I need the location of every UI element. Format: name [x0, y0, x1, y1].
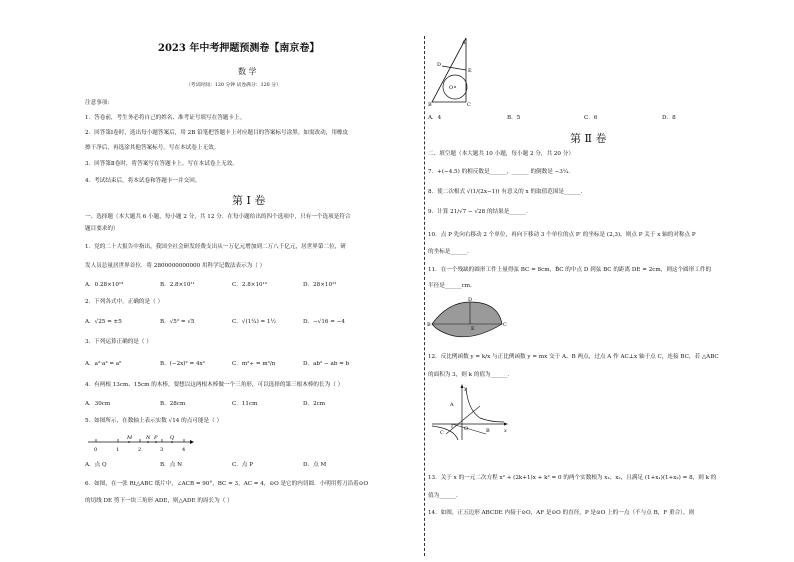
fig-label-x: x — [504, 428, 507, 434]
question-4: 4．有两根 13cm、15cm 的木棒，要想以这两根木棒做一个三角形，可以选择的第三根木棒的长为（ ） — [85, 382, 344, 388]
note-line: 3．回答第Ⅱ卷时，将答案写在答题卡上。写在本试卷上无效。 — [85, 161, 238, 167]
question-5: 5．如图所示，在数轴上表示实数 √14 的点可能是（ ） — [85, 418, 223, 424]
question-12: 12．反比例函数 y = k/x 与正比例函数 y = mx 交于 A、B 两点，过点 A 作 AC⊥x 轴于点 C，连接 BC，若 △ABC — [428, 354, 719, 360]
q2-option-b: B．√5² = √5 — [160, 319, 195, 325]
point-label-m: M — [127, 435, 133, 441]
point-label-n: N — [146, 435, 151, 441]
q4-option-c: C．11cm — [232, 401, 258, 407]
q2-option-c: C．√(1¼) = 1½ — [232, 319, 277, 325]
arc-workpiece-figure — [426, 296, 508, 342]
note-line: 2．回答第Ⅰ卷时，选出每小题答案后，用 2B 铅笔把答题卡上对应题目的答案标号涂黑。如需改动，用橡皮 — [85, 130, 349, 136]
q1-option-c: C．2.8×10¹² — [232, 282, 268, 288]
fig-label-a: A — [450, 402, 454, 408]
fig-label-e: E — [468, 68, 472, 74]
question-9: 9．计算 21/√7 − √28 的结果是______． — [428, 209, 532, 215]
triangle-incircle-figure — [426, 36, 486, 108]
question-1: 1．党的二十大报告中指出，我国全社会研发经费支出从一万亿元增加到二万八千亿元，居世界第二位，研 — [85, 244, 346, 250]
tick-label-4: 4 — [182, 447, 186, 453]
q3-option-d: D．ab² − ab = b — [303, 361, 350, 367]
q6-option-d: D．8 — [662, 115, 676, 121]
part2-title: 第 Ⅱ 卷 — [570, 132, 607, 145]
question-6: 6．如图，在一张 Rt△ABC 纸片中，∠ACB = 90°，BC = 3，AC = 4，⊙O 是它的内切圆．小明用剪刀沿着⊙O — [85, 481, 369, 487]
question-2: 2．下列各式中，正确的是（ ） — [85, 299, 164, 305]
question-11: 11．在一个残缺的圆形工件上量得弦 BC = 8cm，B̂C 的中点 D 到弦 BC 的距离 DE = 2cm，则这个圆形工件的 — [428, 267, 712, 273]
fig-label-d: D — [437, 62, 442, 68]
q6-option-c: C．6 — [584, 115, 598, 121]
section2-heading: 二、填空题（本大题共 10 小题，每小题 2 分，共 20 分） — [428, 151, 574, 157]
question-6-cont: 的切线 DE 剪下一块三角形 ADE，则△ADE 的周长为（ ） — [85, 498, 233, 504]
question-10-cont: 的坐标是______． — [428, 249, 473, 255]
q5-option-d: D．点 M — [303, 462, 327, 468]
q4-option-b: B．28cm — [160, 401, 186, 407]
q1-option-d: D．28×10¹¹ — [303, 282, 337, 288]
hyperbola-figure — [428, 384, 510, 442]
tick-label-3: 3 — [160, 447, 164, 453]
q5-option-b: B．点 N — [160, 462, 182, 468]
fig-label-c: C — [467, 102, 471, 108]
fig-label-c: C — [503, 322, 507, 328]
fig-label-e: E — [471, 326, 475, 332]
tick-label-0: 0 — [94, 447, 98, 453]
column-divider — [424, 36, 425, 556]
question-10: 10．点 P 先向右移动 2 个单位，再向下移动 3 个单位的点 P′ 的坐标是 (2,3)，则点 P 关于 x 轴的对称点 P — [428, 232, 696, 238]
question-8: 8．使二次根式 √(1/(2x−1)) 有意义的 x 的取值范围是______． — [428, 189, 587, 195]
q3-option-a: A．a²·a³ = a⁶ — [85, 361, 122, 367]
note-line: 1．答卷前，考生务必将自己的姓名、准考证号填写在答题卡上。 — [85, 115, 246, 121]
notes-heading: 注意事项： — [85, 100, 113, 106]
fig-label-o: O — [449, 85, 454, 91]
question-7: 7．+(−4.5) 的相反数是______，______ 的倒数是 −3¼． — [428, 169, 574, 175]
q3-option-b: B．(−2x)² = 4x² — [160, 361, 205, 367]
page-title: 2023 年中考押题预测卷【南京卷】 — [158, 43, 320, 54]
fig-label-b: B — [427, 322, 431, 328]
fig-label-a: A — [462, 40, 466, 46]
fig-label-c: C — [440, 430, 444, 436]
question-12-cont: 的面积为 3，则 k 的值为______． — [428, 372, 514, 378]
q6-option-b: B．5 — [507, 115, 521, 121]
exam-info: （考试时间：120 分钟 试卷满分：120 分） — [186, 83, 281, 88]
question-14: 14．如图，正五边形 ABCDE 内接于⊙O，AF 是⊙O 的直径，P 是⊙O 上的一点（不与点 B，F 重合），则 — [428, 510, 695, 516]
fig-label-y: y — [464, 386, 467, 392]
question-13: 13．关于 x 的一元二次方程 x² + (2k+1)x + k² = 0 的两个实数根为 x₁、x₂，且满足 (1+x₁)(1+x₂) = 8，则 k 的 — [428, 475, 717, 481]
question-3: 3．下列运算正确的是（ ） — [85, 339, 152, 345]
q4-option-a: A．30cm — [85, 401, 111, 407]
q2-option-d: D．−√16 = −4 — [303, 319, 345, 325]
question-1-cont: 发人员总量居世界首位．将 2800000000000 用科学记数法表示为（ ） — [85, 263, 266, 269]
q5-option-a: A．点 Q — [85, 462, 107, 468]
q5-option-c: C．点 P — [232, 462, 254, 468]
q2-option-a: A．√25 = ±5 — [85, 319, 122, 325]
fig-label-b: B — [428, 102, 432, 108]
subject-label: 数 学 — [238, 67, 257, 76]
fig-label-o: O — [464, 426, 469, 432]
section1-heading-cont: 题目要求的） — [85, 226, 119, 232]
note-line: 4．考试结束后，将本试卷和答题卡一并交回。 — [85, 178, 201, 184]
fig-label-d: D — [468, 297, 473, 303]
note-line: 擦干净后，再选涂其他答案标号。写在本试卷上无效。 — [85, 145, 220, 151]
q1-option-b: B．2.8×10¹¹ — [160, 282, 195, 288]
q3-option-c: C．m²÷ = m³/n — [232, 361, 276, 367]
q1-option-a: A．0.28×10¹³ — [85, 282, 124, 288]
tick-label-2: 2 — [138, 447, 142, 453]
q4-option-d: D．2cm — [303, 401, 326, 407]
point-label-q: Q — [170, 435, 175, 441]
section1-heading: 一、选择题（本大题共 6 小题，每小题 2 分，共 12 分．在每小题给出的四个选项中，只有一个选项是符合 — [85, 214, 351, 220]
number-line-figure — [86, 432, 196, 456]
question-11-cont: 半径是______cm． — [428, 283, 476, 289]
question-13-cont: 值为______． — [428, 493, 462, 499]
part1-title: 第 Ⅰ 卷 — [232, 194, 266, 207]
fig-label-b: B — [486, 428, 490, 434]
point-label-p: P — [154, 435, 158, 441]
tick-label-1: 1 — [116, 447, 120, 453]
q6-option-a: A．4 — [428, 115, 442, 121]
